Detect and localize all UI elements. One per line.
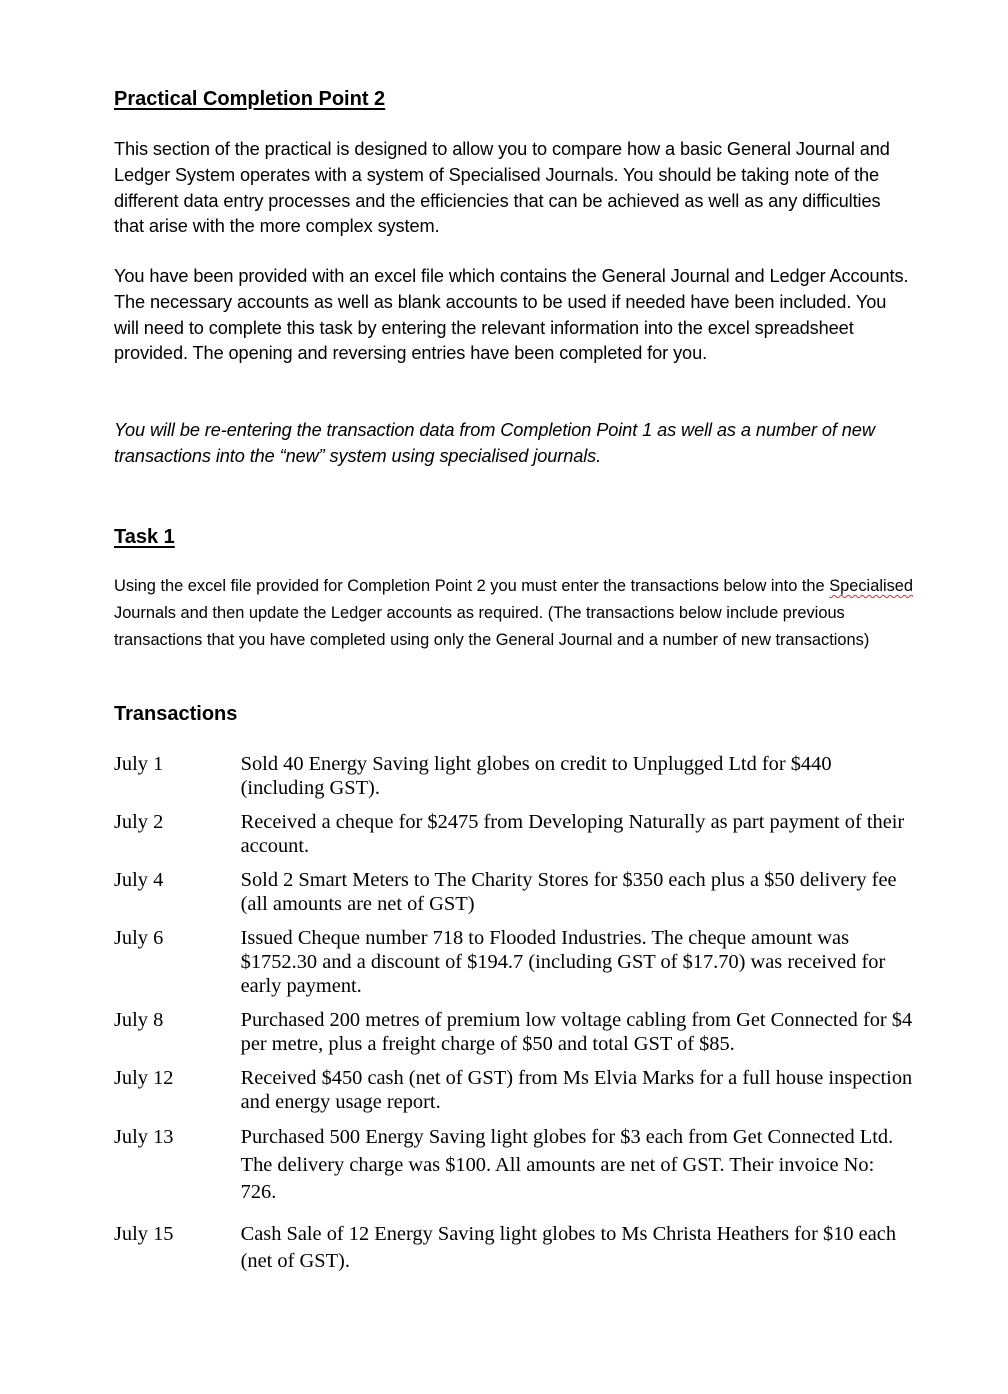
transaction-row — [114, 1221, 914, 1286]
transactions-table — [114, 752, 914, 1286]
transaction-row — [114, 926, 914, 1008]
transaction-row — [114, 1008, 914, 1066]
task-text-before: Using the excel file provided for Completion Point 2 you must enter the transactions below into the — [114, 577, 830, 595]
transaction-description: Cash Sale of 12 Energy Saving light globes to Ms Christa Heathers for $10 each (net of GST). — [240, 1222, 897, 1272]
transaction-date: July 2 — [114, 811, 164, 833]
transaction-date: July 13 — [114, 1126, 174, 1148]
transaction-description: Received $450 cash (net of GST) from Ms Elvia Marks for a full house inspection and energy usage report. — [240, 1067, 913, 1113]
intro-italic-note: You will be re-entering the transaction data from Completion Point 1 as well as a number of new transactions into the “new” system using specialised journals. — [114, 420, 875, 466]
task-title: Task 1 — [114, 526, 175, 548]
transaction-row — [114, 1066, 914, 1124]
transactions-heading: Transactions — [114, 703, 238, 725]
transaction-description: Sold 2 Smart Meters to The Charity Stores for $350 each plus a $50 delivery fee (all amounts are net of GST) — [240, 869, 897, 915]
transaction-date: July 15 — [114, 1222, 174, 1245]
transaction-description: Received a cheque for $2475 from Developing Naturally as part payment of their account. — [240, 811, 905, 857]
transaction-description: Purchased 200 metres of premium low voltage cabling from Get Connected for $4 per metre, plus a freight charge of $50 and total GST of $85. — [240, 1009, 913, 1055]
transaction-description: Issued Cheque number 718 to Flooded Industries. The cheque amount was $1752.30 and a discount of $194.7 (including GST of $17.70) was received for early payment. — [240, 927, 886, 997]
transaction-row — [114, 1124, 914, 1221]
task-instructions — [114, 573, 914, 655]
transaction-row — [114, 868, 914, 926]
intro-paragraph: You have been provided with an excel file which contains the General Journal and Ledger Accounts. The necessary accounts as well as blank accounts to be used if needed have been included. You will need to complete this task by entering the relevant information into the excel spreadsheet provided. The opening and reversing entries have been completed for you. — [114, 266, 909, 364]
intro-paragraph: This section of the practical is designed to allow you to compare how a basic General Journal and Ledger System operates with a system of Specialised Journals. You should be taking note of the different data entry processes and the efficiencies that can be achieved as well as any difficulties that arise with the more complex system. — [114, 139, 890, 237]
transaction-row — [114, 752, 914, 810]
page-title: Practical Completion Point 2 — [114, 88, 386, 110]
transaction-date: July 4 — [114, 869, 164, 891]
transaction-date: July 8 — [114, 1009, 164, 1031]
transaction-description: Purchased 500 Energy Saving light globes for $3 each from Get Connected Ltd. The delivery charge was $100. All amounts are net of GST. Their invoice No: 726. — [240, 1126, 894, 1203]
transaction-description: Sold 40 Energy Saving light globes on credit to Unplugged Ltd for $440 (including GST). — [240, 753, 832, 799]
task-text-after: Journals and then update the Ledger accounts as required. (The transactions below include previous transactions that you have completed using only the General Journal and a number of new transactions) — [114, 604, 870, 650]
transaction-date: July 6 — [114, 927, 164, 949]
spellcheck-flagged-word: Specialised — [829, 577, 914, 595]
transaction-date: July 12 — [114, 1067, 174, 1089]
transaction-date: July 1 — [114, 753, 164, 775]
transaction-row — [114, 810, 914, 868]
